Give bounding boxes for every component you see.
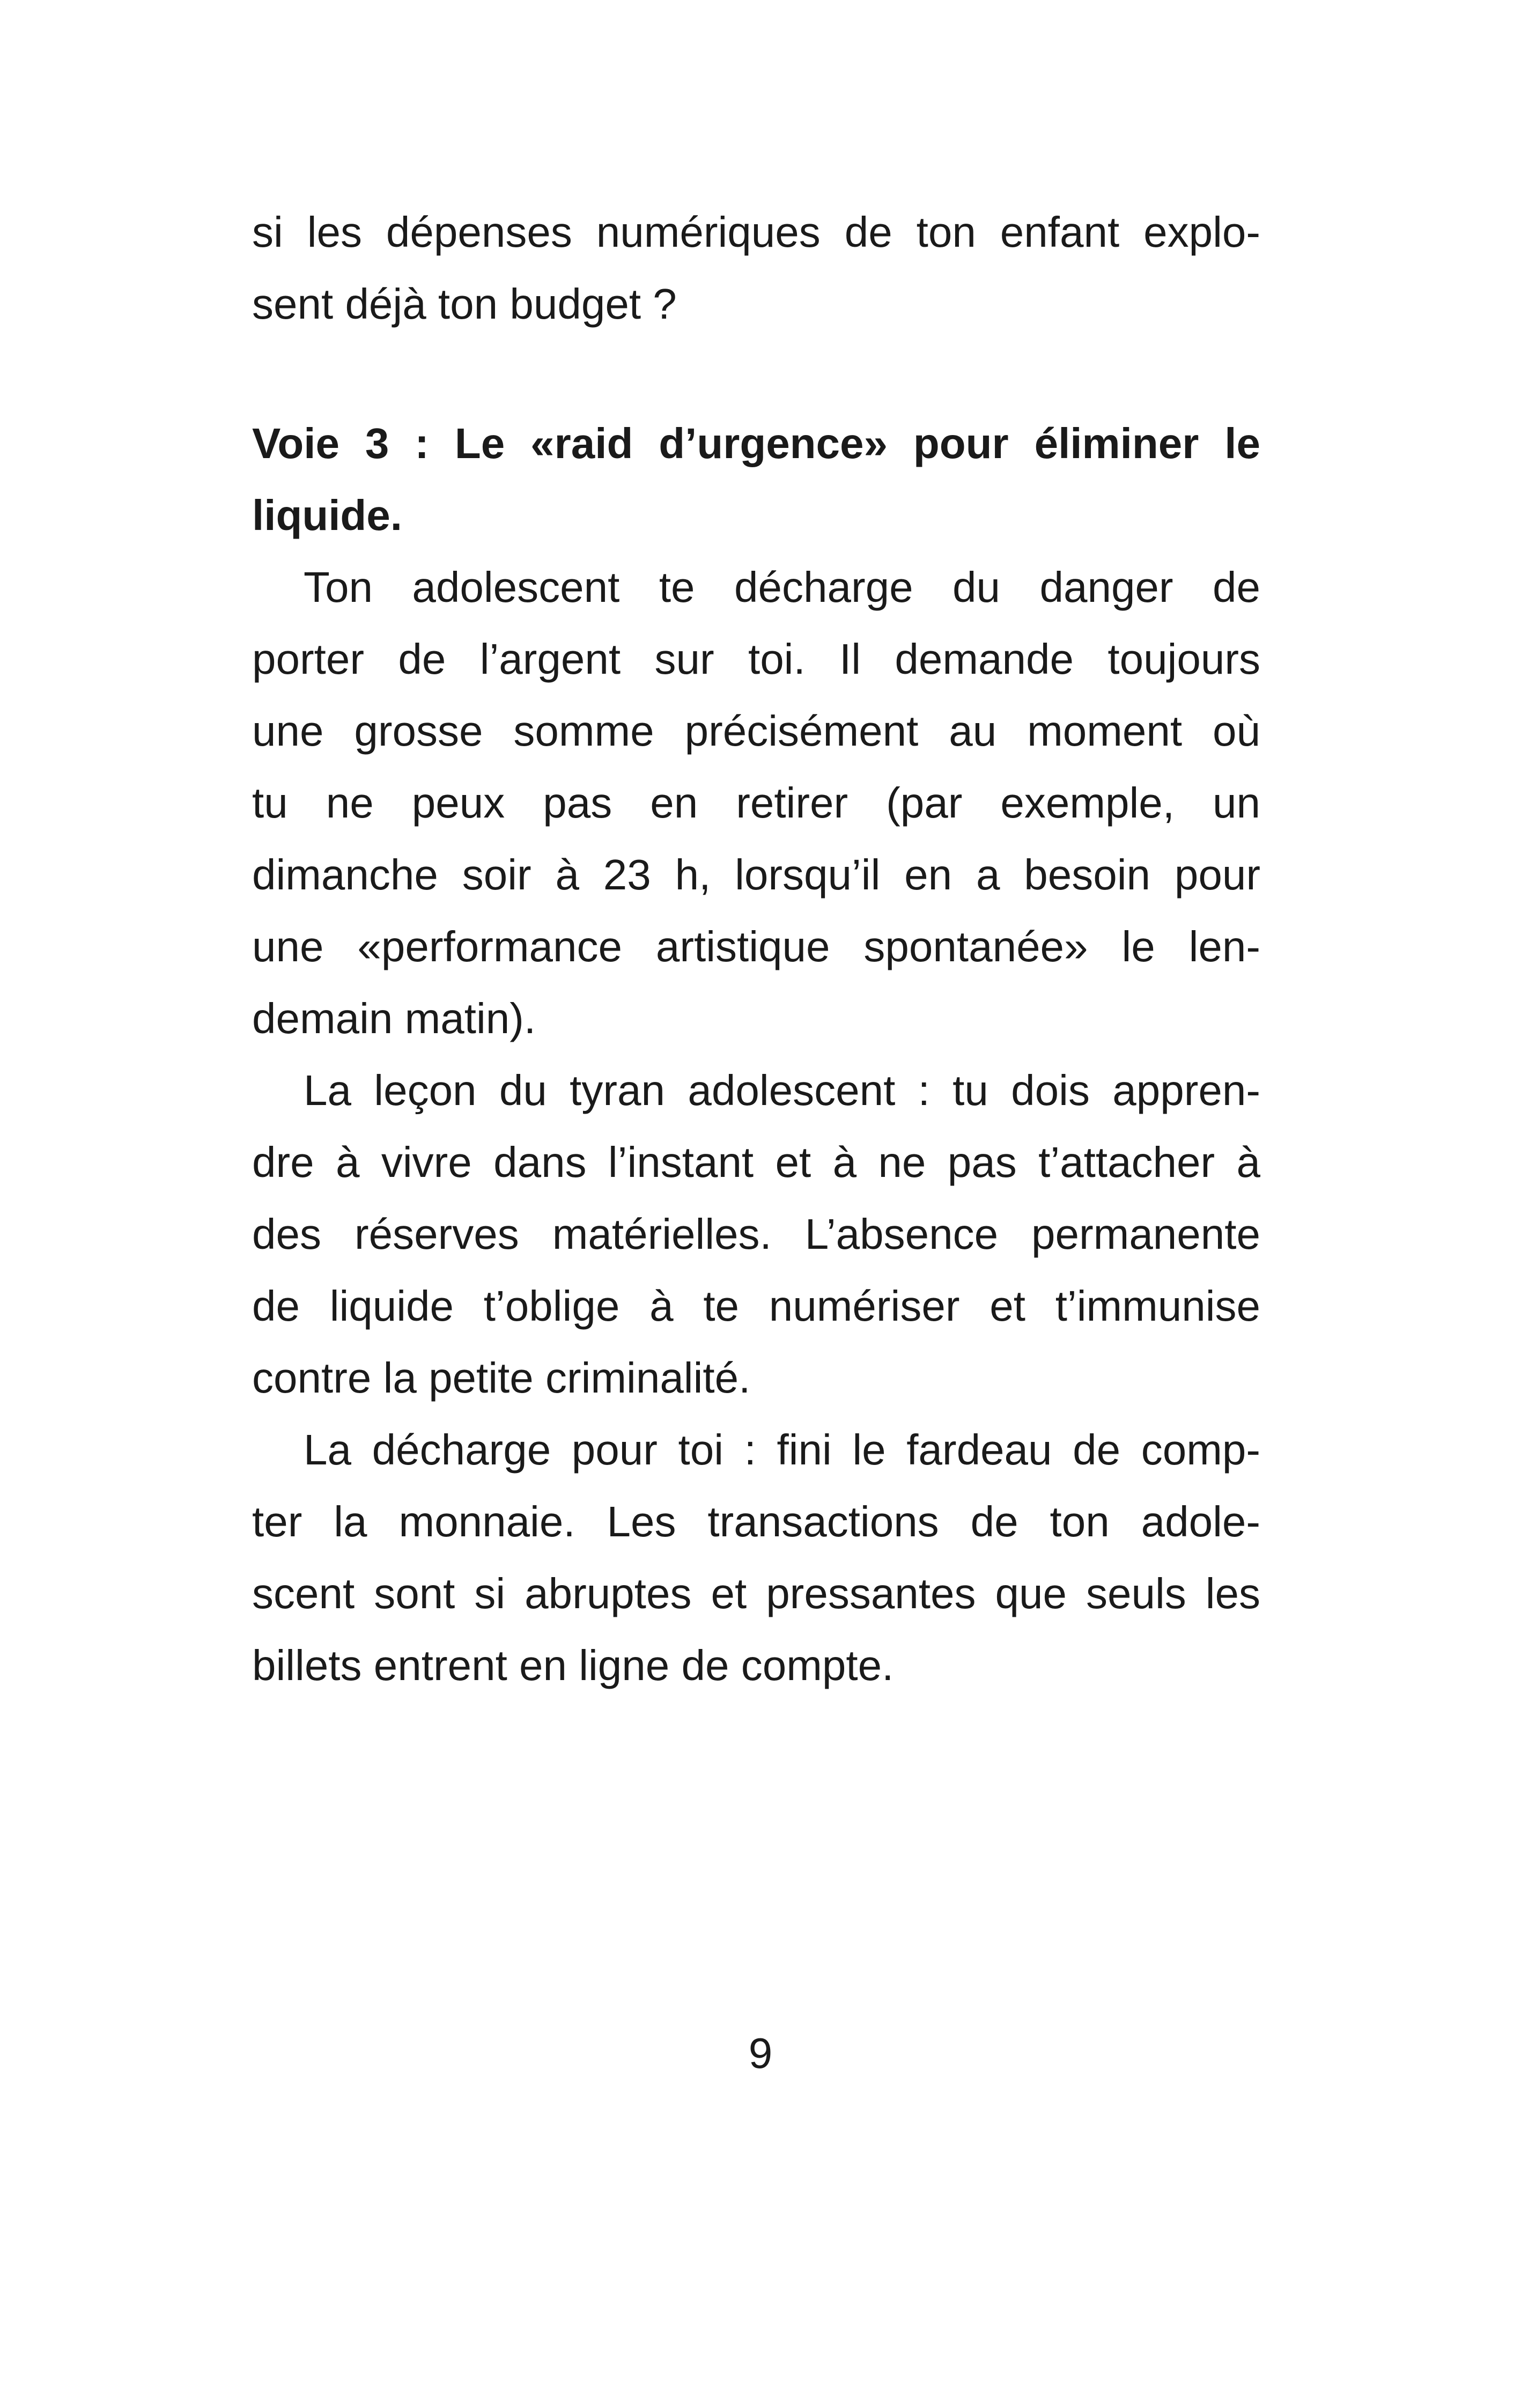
section-heading [252,408,1260,551]
text-line: dimanche soir à 23 h, lorsqu’il en a besoin pour [252,851,1260,899]
page-number: 9 [748,2029,773,2077]
paragraph-1 [252,551,1260,1055]
text-line: des réserves matérielles. L’absence permanente [252,1210,1260,1258]
text-line: dre à vivre dans l’instant et à ne pas t’attacher à [252,1138,1260,1186]
text-line: une grosse somme précisément au moment où [252,707,1260,755]
paragraph-3 [252,1414,1260,1702]
text-line: sent déjà ton budget ? [252,280,677,328]
text-line: de liquide t’oblige à te numériser et t’immunise [252,1282,1260,1330]
text-line: scent sont si abruptes et pressantes que seuls les [252,1570,1260,1617]
heading-line: Voie 3 : Le «raid d’urgence» pour éliminer le [252,419,1260,467]
text-line: La décharge pour toi : fini le fardeau de comp- [304,1426,1260,1474]
text-line: Ton adolescent te décharge du danger de [304,563,1260,611]
paragraph-intro [252,196,1260,340]
text-line: tu ne peux pas en retirer (par exemple, un [252,779,1260,827]
heading-line: liquide. [252,491,402,539]
text-line: une «performance artistique spontanée» le len- [252,923,1260,970]
text-line: La leçon du tyran adolescent : tu dois appren- [304,1066,1260,1114]
paragraph-2 [252,1055,1260,1414]
text-line: ter la monnaie. Les transactions de ton adole- [252,1498,1260,1545]
text-line: porter de l’argent sur toi. Il demande toujours [252,635,1260,683]
text-line: demain matin). [252,995,536,1042]
text-line: contre la petite criminalité. [252,1354,751,1402]
text-line: billets entrent en ligne de compte. [252,1641,894,1689]
text-line: si les dépenses numériques de ton enfant explo- [252,208,1260,256]
